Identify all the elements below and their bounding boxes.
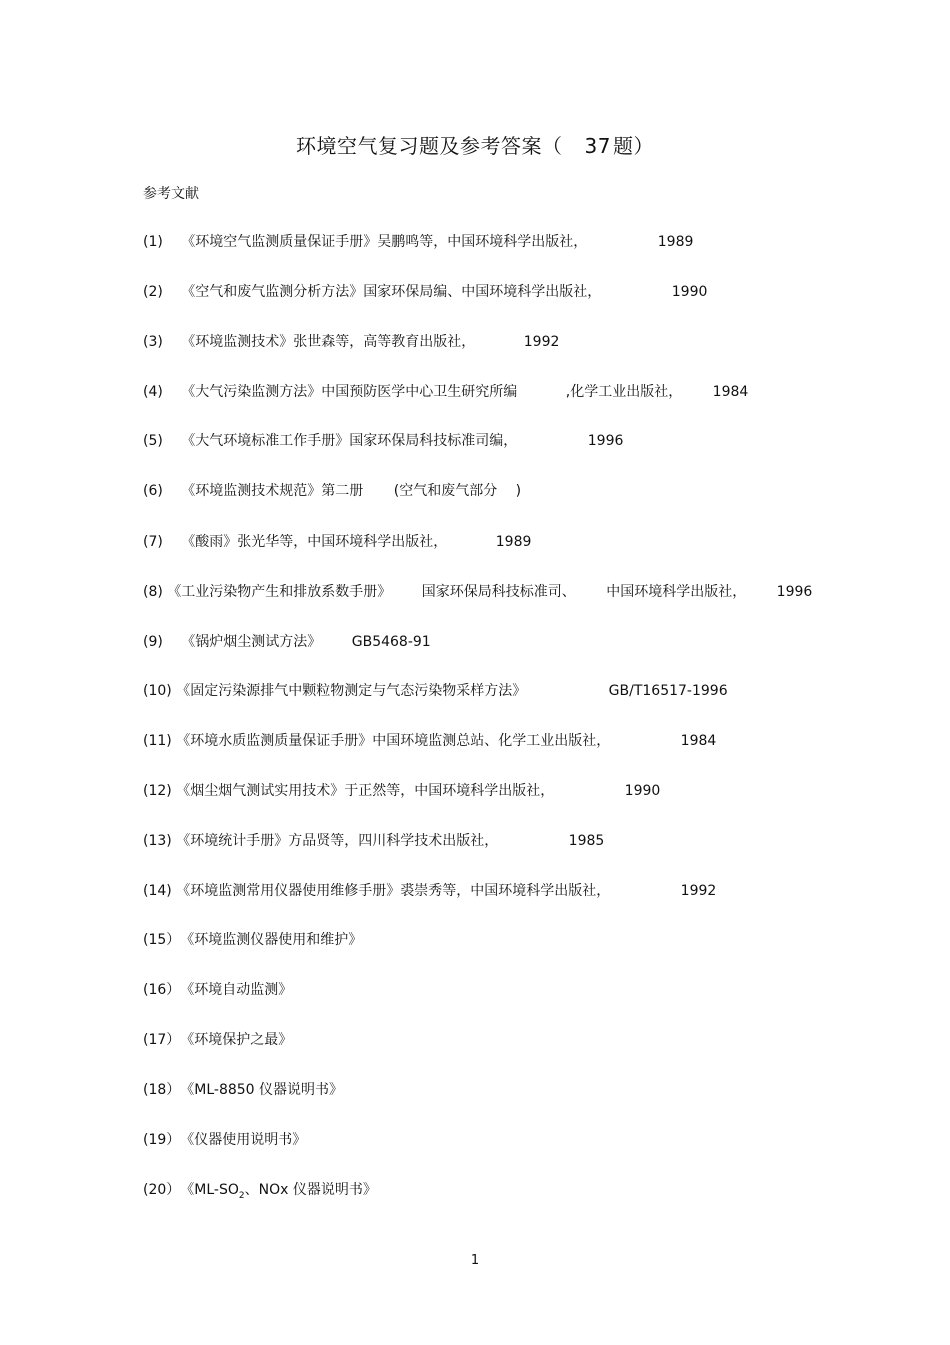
reference-item [143, 782, 660, 800]
reference-text: 《环境监测技术规范》第二册 [181, 483, 364, 499]
reference-text: 《环境监测技术》张世森等，高等教育出版社， [181, 334, 476, 350]
reference-item [143, 832, 604, 850]
reference-number: (13) [143, 833, 172, 849]
reference-year: 1989 [657, 234, 694, 250]
reference-text-continued: 、NOx 仪器说明书》 [244, 1182, 377, 1198]
reference-item [143, 283, 707, 301]
reference-note-close: ) [515, 483, 522, 499]
reference-number: (9) [143, 634, 163, 650]
reference-number: (6) [143, 483, 163, 499]
reference-text: 《酸雨》张光华等，中国环境科学出版社， [181, 534, 448, 550]
reference-item [143, 333, 559, 351]
reference-item [143, 682, 728, 700]
reference-item [143, 882, 716, 900]
reference-year: 1996 [587, 433, 624, 449]
reference-text: 《环境空气监测质量保证手册》吴鹏鸣等，中国环境科学出版社， [181, 234, 588, 250]
reference-item [143, 583, 812, 601]
reference-number: (11) [143, 733, 172, 749]
reference-year: 1990 [671, 284, 708, 300]
reference-year: 1984 [680, 733, 717, 749]
reference-number: (4) [143, 384, 163, 400]
reference-number: (12) [143, 783, 172, 799]
reference-year: 1996 [776, 584, 813, 600]
reference-number: (1) [143, 234, 163, 250]
reference-subscript: 2 [238, 1190, 245, 1201]
reference-number: (17） [143, 1032, 181, 1048]
reference-year: 1992 [523, 334, 560, 350]
reference-author: 国家环保局科技标准司、 [421, 584, 576, 600]
reference-year: 1992 [680, 883, 717, 899]
reference-number: (8) [143, 584, 163, 600]
reference-year: 1984 [712, 384, 749, 400]
reference-item [143, 1181, 377, 1205]
reference-item [143, 1031, 292, 1049]
reference-item [143, 533, 531, 551]
reference-note: (空气和废气部分 [393, 483, 498, 499]
reference-number: (16） [143, 982, 181, 998]
reference-text: 《环境保护之最》 [180, 1032, 293, 1048]
reference-text: 《烟尘烟气测试实用技术》于正然等，中国环境科学出版社， [176, 783, 555, 799]
reference-item [143, 633, 431, 651]
reference-text: 《环境水质监测质量保证手册》中国环境监测总站、化学工业出版社， [176, 733, 611, 749]
reference-text: 《ML-SO [180, 1182, 239, 1198]
reference-item [143, 1081, 343, 1099]
reference-number: (15） [143, 932, 181, 948]
reference-text: 《仪器使用说明书》 [180, 1132, 307, 1148]
page-number: 1 [470, 1253, 480, 1268]
reference-text: 《环境监测常用仪器使用维修手册》裘崇秀等，中国环境科学出版社， [176, 883, 611, 899]
reference-standard-code: GB5468-91 [351, 634, 431, 650]
reference-year: 1989 [495, 534, 532, 550]
reference-item [143, 1131, 306, 1149]
reference-item [143, 931, 362, 949]
reference-text: 《环境自动监测》 [180, 982, 293, 998]
reference-standard-code: GB/T16517-1996 [608, 683, 728, 699]
reference-number: (19） [143, 1132, 181, 1148]
reference-publisher: 中国环境科学出版社， [606, 584, 747, 600]
reference-text: 《工业污染物产生和排放系数手册》 [167, 584, 392, 600]
reference-item [143, 981, 292, 999]
reference-number: (7) [143, 534, 163, 550]
reference-number: (20） [143, 1182, 181, 1198]
reference-item [143, 732, 716, 750]
reference-year: 1985 [568, 833, 605, 849]
reference-text: 《固定污染源排气中颗粒物测定与气态污染物采样方法》 [176, 683, 527, 699]
reference-text: 《环境监测仪器使用和维护》 [180, 932, 363, 948]
reference-number: (14) [143, 883, 172, 899]
reference-item [143, 233, 693, 251]
reference-year: 1990 [624, 783, 661, 799]
reference-text: 《空气和废气监测分析方法》国家环保局编、中国环境科学出版社， [181, 284, 602, 300]
reference-text: 《大气污染监测方法》中国预防医学中心卫生研究所编 [181, 384, 518, 400]
reference-number: (3) [143, 334, 163, 350]
reference-number: (18） [143, 1082, 181, 1098]
reference-text: 《锅炉烟尘测试方法》 [181, 634, 322, 650]
reference-text: 《大气环境标准工作手册》国家环保局科技标准司编， [181, 433, 518, 449]
reference-item [143, 383, 748, 401]
reference-text: 《环境统计手册》方品贤等，四川科学技术出版社， [176, 833, 499, 849]
title-count: 37 [584, 134, 611, 158]
reference-number: (5) [143, 433, 163, 449]
reference-number: (10) [143, 683, 172, 699]
reference-publisher: ,化学工业出版社， [565, 384, 683, 400]
page-title [0, 130, 950, 159]
reference-number: (2) [143, 284, 163, 300]
reference-item [143, 432, 623, 450]
title-main: 环境空气复习题及参考答案（ [296, 134, 563, 158]
title-suffix: 题） [612, 134, 654, 158]
reference-text: 《ML-8850 仪器说明书》 [180, 1082, 344, 1098]
reference-item [143, 482, 521, 500]
section-label-references: 参考文献 [143, 186, 199, 202]
